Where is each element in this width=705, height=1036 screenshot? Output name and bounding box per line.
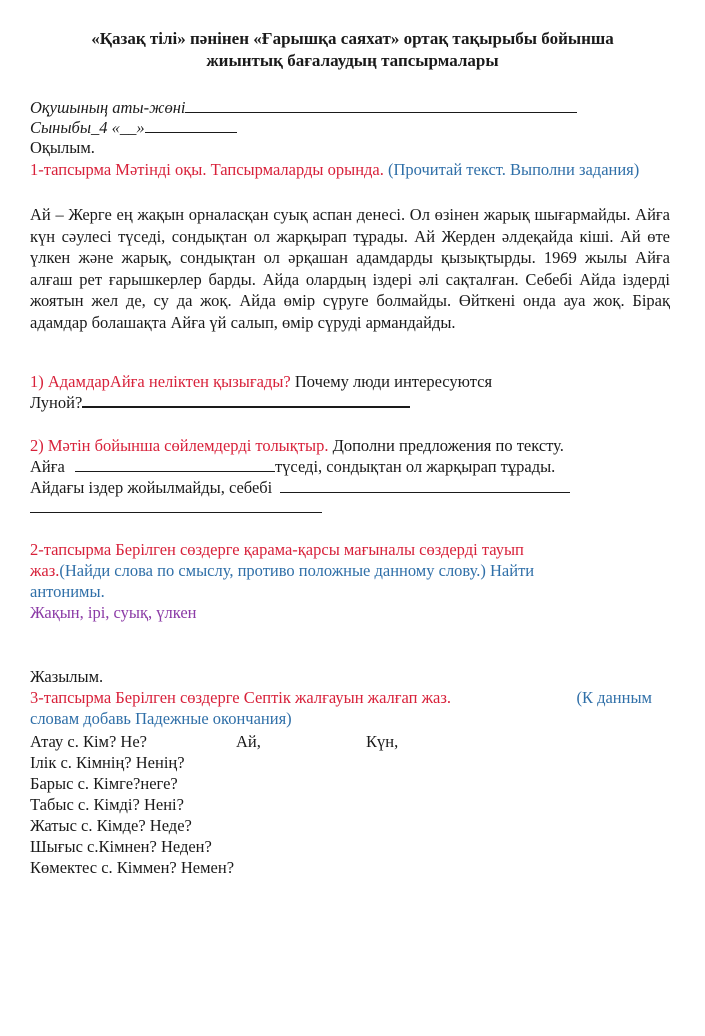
case-zhatys: Жатыс с. Кімде? Неде? (30, 816, 192, 835)
task1-heading (30, 159, 670, 181)
case-atau: Атау с. Кім? Не? (30, 732, 147, 751)
task1-q2-s2-blank[interactable] (280, 478, 570, 493)
case-word-kun: Күн, (366, 732, 399, 751)
section-reading: Оқылым. (30, 138, 95, 157)
task1-q2-sentence2-cont (30, 498, 322, 518)
case-tabys: Табыс с. Кімді? Нені? (30, 795, 184, 814)
task2-words: Жақын, ірі, суық, үлкен (30, 603, 197, 622)
task3-heading-kz: 3-тапсырма Берілген сөздерге Септік жалғауын жалғап жаз. (30, 688, 451, 707)
task1-heading-kz: 1-тапсырма Мәтінді оқы. Тапсырмаларды орында. (30, 160, 384, 179)
task3-heading-ru-end: словам добавь Падежные окончания) (30, 709, 292, 728)
section-writing: Жазылым. (30, 667, 104, 686)
task1-q2-s1-start: Айға (30, 457, 65, 476)
task3-heading-line1 (30, 688, 652, 708)
task1-q2-s1-end: түседі, сондықтан ол жарқырап тұрады. (274, 457, 556, 476)
task2-heading-line2 (30, 561, 534, 581)
task1-q2-s2-blank-2[interactable] (30, 498, 322, 513)
task1-q1-ru: Почему люди интересуются (294, 372, 493, 391)
task1-q2-kz: 2) Мәтін бойынша сөйлемдерді толықтыр. (30, 436, 329, 455)
task1-q2-sentence1 (30, 457, 555, 477)
task2-heading-kz-end: жаз. (30, 561, 60, 580)
task1-q1-line2 (30, 392, 410, 413)
case-ilik: Ілік с. Кімнің? Ненің? (30, 753, 185, 772)
task2-heading-line1 (30, 540, 524, 560)
case-komektes: Көмектес с. Кіммен? Немен? (30, 858, 235, 877)
task1-q2-s2-start: Айдағы іздер жойылмайды, себебі (30, 478, 273, 497)
case-shygys: Шығыс с.Кімнен? Неден? (30, 837, 212, 856)
task1-text: Ай – Жерге ең жақын орналасқан суық аспан денесі. Ол өзінен жарық шығармайды. Айға күн сәулесі түседі, сондықтан ол жарқырап тұрады. Ай Жерден әлдеқайда кіші. Ай өте үлкен және жарық, сондықтан ол әрқашан адамдарды қызықтырды. 1969 жылы Айға алғаш рет ғарышкерлер барды. Айда олардың іздері әлі сақталған. Себебі Айда іздерді жоятын жел де, су да жоқ. Айда өмір сүруге болмайды. Өйткені онда ауа жоқ. Бірақ адамдар болашақта Айға үй салып, өмір сүруді армандайды. (30, 205, 670, 332)
student-name-blank[interactable] (185, 98, 577, 113)
task3-heading-ru: (К данным (576, 688, 652, 707)
task2-heading-ru: (Найди слова по смыслу, противо положные данному слову.) Найти (59, 561, 535, 580)
task2-heading-kz: 2-тапсырма Берілген сөздерге қарама-қарсы мағыналы сөздерді тауып (30, 540, 524, 559)
task1-q1-answer-blank[interactable] (82, 392, 410, 408)
task1-q2-ru: Дополни предложения по тексту. (332, 436, 564, 455)
student-class-label: Сыныбы_4 «__» (30, 118, 145, 137)
case-barys: Барыс с. Кімге?неге? (30, 774, 178, 793)
task1-q1-kz: 1) АдамдарАйға неліктен қызығады? (30, 372, 291, 391)
title-line-2: жиынтық бағалаудың тапсырмалары (206, 51, 499, 70)
student-class-blank[interactable] (145, 118, 237, 133)
student-name-label: Оқушының аты-жөні (30, 98, 186, 117)
student-class-row (30, 118, 237, 138)
task1-q2-sentence2 (30, 478, 570, 498)
task1-heading-ru: (Прочитай текст. Выполни задания) (388, 160, 640, 179)
title-line-1: «Қазақ тілі» пәнінен «Ғарышқа саяхат» ортақ тақырыбы бойынша (91, 29, 614, 48)
task1-q1-line1 (30, 372, 492, 392)
worksheet-title (0, 28, 705, 72)
task1-q2-line1 (30, 436, 564, 456)
task1-q1-ru-end: Луной? (30, 393, 83, 412)
task2-heading-ru-end: антонимы. (30, 582, 105, 601)
case-word-ai: Ай, (236, 732, 261, 751)
task1-q2-s1-blank[interactable] (75, 457, 275, 472)
student-name-row (30, 98, 577, 118)
